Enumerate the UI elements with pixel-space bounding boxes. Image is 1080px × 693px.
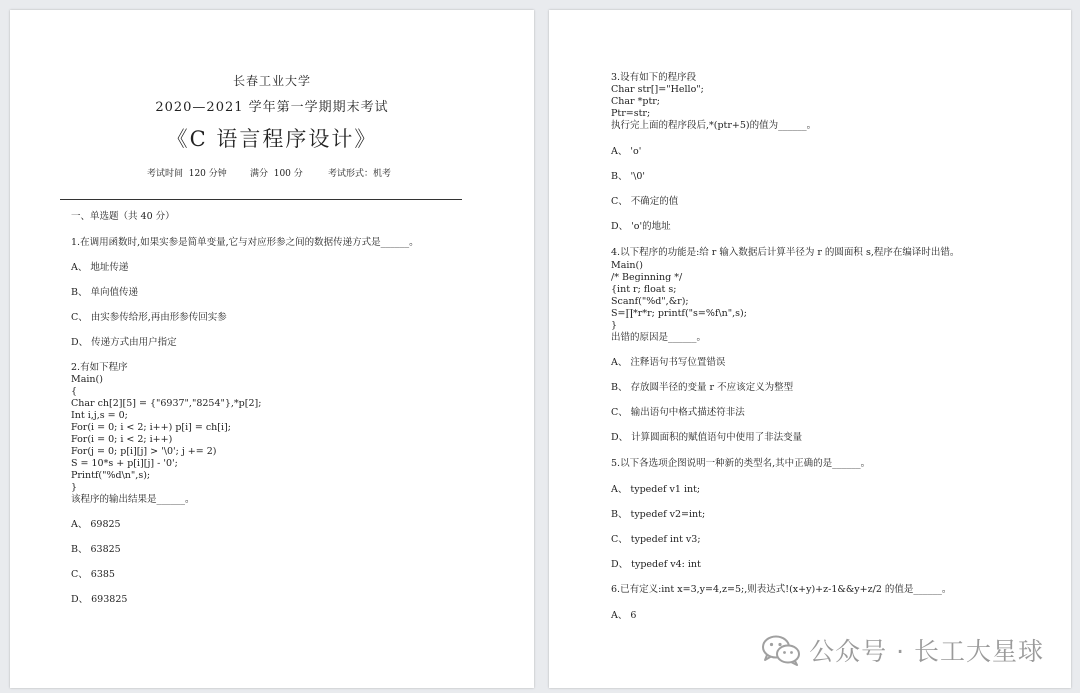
q5-option-b: B、 typedef v2=int;	[611, 509, 706, 520]
q6-option-a: A、 6	[611, 610, 637, 621]
question-2-stem: 2.有如下程序	[71, 362, 128, 373]
q3-option-d: D、 'o'的地址	[611, 221, 671, 232]
section-heading: 一、单选题（共 40 分）	[71, 211, 175, 222]
code-line: Ptr=str;	[611, 108, 651, 119]
code-line: {int r; float s;	[611, 284, 677, 295]
exam-page-1	[10, 10, 534, 688]
code-line: For(i = 0; i < 2; i++) p[i] = ch[i];	[71, 422, 231, 433]
wechat-icon	[761, 634, 801, 666]
q3-option-c: C、 不确定的值	[611, 196, 679, 207]
q2-option-a: A、 69825	[71, 519, 121, 530]
q1-option-a: A、 地址传递	[71, 262, 129, 273]
question-3-ask: 执行完上面的程序段后,*(ptr+5)的值为______。	[611, 120, 817, 131]
q4-option-b: B、 存放圆半径的变量 r 不应该定义为整型	[611, 382, 794, 393]
q5-option-d: D、 typedef v4: int	[611, 559, 701, 570]
watermark	[761, 632, 1044, 668]
q4-option-c: C、 输出语句中格式描述符非法	[611, 407, 745, 418]
watermark-text: 公众号 · 长工大星球	[809, 637, 1044, 666]
code-line: For(j = 0; p[i][j] > '\0'; j += 2)	[71, 446, 217, 457]
question-6-stem: 6.已有定义:int x=3,y=4,z=5;,则表达式!(x+y)+z-1&&y+z/2 的值是______。	[611, 584, 952, 595]
question-2-ask: 该程序的输出结果是______。	[71, 494, 195, 505]
code-line: Char ch[2][5] = {"6937","8254"},*p[2];	[71, 398, 262, 409]
exam-score: 满分 100 分	[250, 169, 303, 179]
question-1-stem: 1.在调用函数时,如果实参是简单变量,它与对应形参之间的数据传递方式是______。	[71, 237, 419, 248]
question-5-stem: 5.以下各选项企图说明一种新的类型名,其中正确的是______。	[611, 458, 871, 469]
course-title: 《C 语言程序设计》	[166, 127, 378, 151]
code-line: Int i,j,s = 0;	[71, 410, 128, 421]
code-line: Main()	[71, 374, 103, 385]
code-line: }	[71, 482, 78, 493]
q3-option-a: A、 'o'	[611, 146, 642, 157]
code-line: Scanf("%d",&r);	[611, 296, 689, 307]
code-line: S=∏*r*r; printf("s=%f\n",s);	[611, 308, 747, 319]
question-3-stem: 3.设有如下的程序段	[611, 72, 697, 83]
q2-option-b: B、 63825	[71, 544, 121, 555]
code-line: Char *ptr;	[611, 96, 661, 107]
code-line: For(i = 0; i < 2; i++)	[71, 434, 173, 445]
q2-option-d: D、 693825	[71, 594, 128, 605]
q1-option-d: D、 传递方式由用户指定	[71, 337, 177, 348]
exam-time: 考试时间 120 分钟	[147, 169, 227, 179]
exam-form: 考试形式：机考	[328, 169, 392, 179]
code-line: }	[611, 320, 618, 331]
exam-page-2	[549, 10, 1071, 688]
question-4-ask: 出错的原因是______。	[611, 332, 707, 343]
code-line: Printf("%d\n",s);	[71, 470, 151, 481]
q5-option-a: A、 typedef v1 int;	[611, 484, 701, 495]
code-line: {	[71, 386, 78, 397]
header-divider	[60, 199, 462, 200]
exam-title: 2020—2021 学年第一学期期末考试	[155, 100, 389, 115]
q1-option-b: B、 单向值传递	[71, 287, 139, 298]
q1-option-c: C、 由实参传给形,再由形参传回实参	[71, 312, 227, 323]
code-line: Main()	[611, 260, 643, 271]
q5-option-c: C、 typedef int v3;	[611, 534, 701, 545]
q2-option-c: C、 6385	[71, 569, 115, 580]
q3-option-b: B、 '\0'	[611, 171, 645, 182]
school-name: 长春工业大学	[232, 74, 311, 88]
code-line: Char str[]="Hello";	[611, 84, 704, 95]
code-line: S = 10*s + p[i][j] - '0';	[71, 458, 178, 469]
question-4-stem: 4.以下程序的功能是:给 r 输入数据后计算半径为 r 的圆面积 s,程序在编译时出错。	[611, 247, 960, 258]
q4-option-a: A、 注释语句书写位置错误	[611, 357, 726, 368]
code-line: /* Beginning */	[611, 272, 683, 283]
q4-option-d: D、 计算圆面积的赋值语句中使用了非法变量	[611, 432, 803, 443]
